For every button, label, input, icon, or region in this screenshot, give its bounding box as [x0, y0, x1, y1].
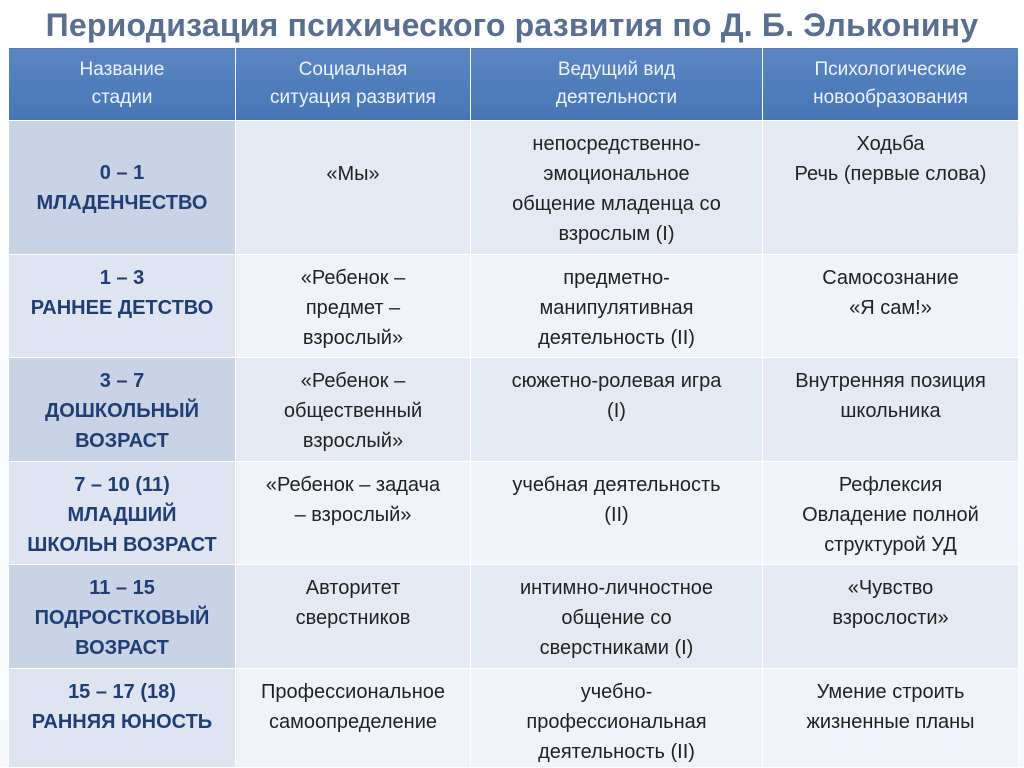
cell-content	[242, 121, 464, 189]
social-situation-cell	[236, 462, 471, 565]
cell-content	[242, 462, 464, 530]
neoformation-cell	[763, 358, 1019, 462]
header-stage-name	[9, 48, 236, 121]
stage-line: 0 – 1	[99, 161, 145, 184]
cell-content	[769, 565, 1012, 633]
social-situation-cell	[236, 358, 471, 462]
page-title: Периодизация психического развития по Д. Б. Эльконину	[45, 7, 979, 43]
table-row	[9, 255, 1019, 358]
cell-line: предмет –	[305, 297, 401, 319]
neoformation-cell	[763, 255, 1019, 358]
cell-line: профессиональная	[526, 711, 707, 733]
cell-line: общение со	[561, 607, 672, 629]
cell-content	[477, 565, 756, 663]
cell-line: учебная деятельность	[512, 474, 721, 496]
cell-content	[477, 462, 756, 530]
cell-line: деятельность (II)	[538, 741, 695, 763]
cell-line: Овладение полной	[802, 504, 979, 526]
table-header-row	[9, 48, 1019, 121]
cell-line: «Ребенок –	[300, 267, 406, 289]
table-row	[9, 121, 1019, 255]
header-social-situation	[236, 48, 471, 121]
cell-content	[477, 121, 756, 249]
cell-line: Рефлексия	[838, 474, 943, 496]
cell-line: манипулятивная	[539, 297, 694, 319]
neoformation-cell	[763, 121, 1019, 255]
cell-line: предметно-	[563, 267, 670, 289]
cell-line: «Мы»	[326, 163, 380, 185]
cell-line: (I)	[607, 400, 626, 422]
cell-line: учебно-	[580, 681, 653, 703]
cell-line: самоопределение	[268, 711, 438, 733]
table-row	[9, 358, 1019, 462]
cell-line: взрослый»	[302, 430, 404, 452]
cell-line: школьника	[840, 400, 941, 422]
cell-content	[242, 255, 464, 353]
leading-activity-cell	[471, 121, 763, 255]
cell-line: структурой УД	[824, 534, 957, 556]
leading-activity-cell	[471, 358, 763, 462]
cell-line: общение младенца со	[512, 193, 721, 215]
stage-line: МЛАДЕНЧЕСТВО	[36, 191, 208, 214]
header-leading-activity	[471, 48, 763, 121]
header-neoformations	[763, 48, 1019, 121]
table-row	[9, 565, 1019, 669]
cell-line: эмоциональное	[543, 163, 690, 185]
leading-activity-cell	[471, 462, 763, 565]
cell-line: – взрослый»	[294, 504, 412, 526]
cell-content	[242, 669, 464, 737]
cell-content	[15, 462, 229, 560]
header-line: Социальная	[298, 59, 408, 80]
stage-line: МЛАДШИЙ	[67, 504, 177, 526]
stage-cell	[9, 669, 236, 768]
leading-activity-cell	[471, 565, 763, 669]
cell-content	[15, 565, 229, 663]
cell-line: «Чувство	[847, 577, 934, 599]
stage-cell	[9, 255, 236, 358]
stage-line: РАННЯЯ ЮНОСТЬ	[31, 711, 213, 733]
cell-content	[769, 669, 1012, 737]
stage-cell	[9, 462, 236, 565]
stage-line: 7 – 10 (11)	[74, 474, 170, 496]
stage-line: ПОДРОСТКОВЫЙ	[34, 607, 210, 629]
cell-line: сверстниками (I)	[539, 637, 694, 659]
leading-activity-cell	[471, 255, 763, 358]
cell-line: Ходьба	[856, 133, 925, 155]
cell-content	[477, 358, 756, 426]
cell-line: жизненные планы	[806, 711, 975, 733]
social-situation-cell	[236, 255, 471, 358]
cell-content	[769, 121, 1012, 189]
social-situation-cell	[236, 565, 471, 669]
cell-content	[15, 669, 229, 737]
cell-line: взрослости»	[832, 607, 949, 629]
header-line: Название	[79, 59, 165, 80]
stage-line: 11 – 15	[89, 577, 155, 599]
cell-content	[242, 565, 464, 633]
cell-line: сверстников	[295, 607, 411, 629]
stage-line: ШКОЛЬН ВОЗРАСТ	[27, 534, 217, 556]
stage-line: РАННЕЕ ДЕТСТВО	[30, 297, 214, 319]
cell-line: Речь (первые слова)	[794, 163, 987, 185]
stage-line: ВОЗРАСТ	[75, 637, 169, 659]
cell-line: общественный	[283, 400, 423, 422]
cell-line: Авторитет	[305, 577, 401, 599]
cell-line: деятельность (II)	[538, 327, 695, 349]
table-row	[9, 462, 1019, 565]
cell-content	[769, 255, 1012, 323]
cell-content	[242, 358, 464, 456]
stage-line: 15 – 17 (18)	[68, 681, 176, 703]
periodization-table	[8, 47, 1019, 768]
neoformation-cell	[763, 565, 1019, 669]
cell-content	[477, 255, 756, 353]
leading-activity-cell	[471, 669, 763, 768]
social-situation-cell	[236, 669, 471, 768]
cell-line: взрослый»	[302, 327, 404, 349]
cell-line: (II)	[604, 504, 629, 526]
stage-line: 1 – 3	[99, 267, 145, 289]
cell-line: «Я сам!»	[849, 297, 932, 319]
cell-content	[769, 462, 1012, 560]
header-line: новообразования	[813, 87, 968, 108]
header-line: Ведущий вид	[557, 59, 676, 80]
table-row	[9, 669, 1019, 768]
cell-line: «Ребенок –	[300, 370, 406, 392]
cell-line: сюжетно-ролевая игра	[511, 370, 722, 392]
stage-line: 3 – 7	[99, 370, 145, 392]
cell-line: Профессиональное	[260, 681, 446, 703]
cell-line: Умение строить	[816, 681, 965, 703]
cell-line: интимно-личностное	[519, 577, 713, 599]
cell-line: непосредственно-	[532, 133, 701, 155]
cell-line: Внутренняя позиция	[795, 370, 986, 392]
stage-line: ВОЗРАСТ	[75, 430, 169, 452]
header-line: стадии	[91, 87, 153, 108]
cell-content	[769, 358, 1012, 426]
cell-content	[15, 255, 229, 323]
stage-line: ДОШКОЛЬНЫЙ	[45, 400, 199, 422]
cell-line: Самосознание	[822, 267, 959, 289]
social-situation-cell	[236, 121, 471, 255]
cell-content	[15, 358, 229, 456]
stage-cell	[9, 121, 236, 255]
cell-line: взрослым (I)	[558, 223, 675, 245]
header-line: Психологические	[814, 59, 967, 80]
neoformation-cell	[763, 462, 1019, 565]
header-line: ситуация развития	[270, 87, 436, 108]
cell-line: «Ребенок – задача	[265, 474, 441, 496]
stage-cell	[9, 358, 236, 462]
header-line: деятельности	[555, 87, 678, 108]
cell-content	[477, 669, 756, 767]
neoformation-cell	[763, 669, 1019, 768]
stage-cell	[9, 565, 236, 669]
